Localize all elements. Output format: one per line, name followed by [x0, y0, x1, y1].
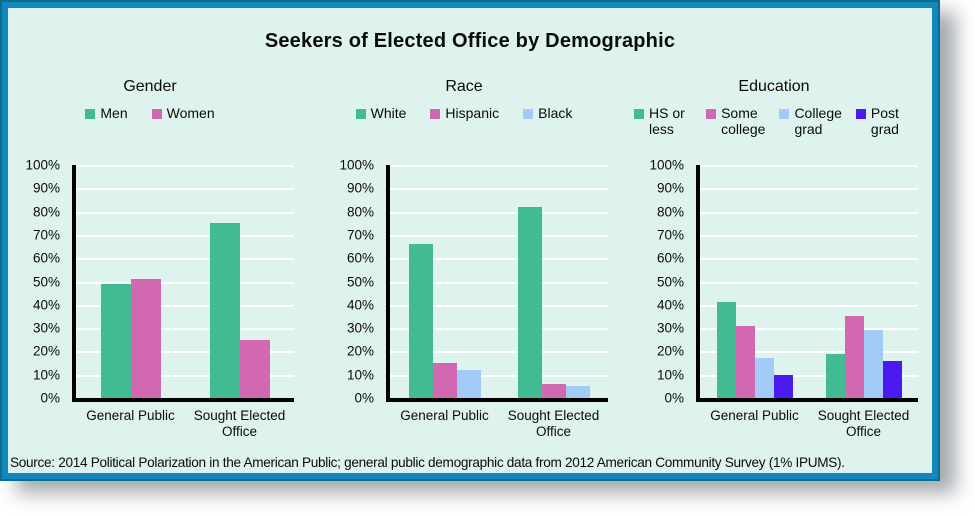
chart-subtitle: Gender — [123, 78, 177, 95]
y-tick-label: 0% — [664, 390, 684, 406]
legend — [10, 106, 290, 122]
legend-swatch — [779, 109, 789, 119]
panel-background — [8, 8, 932, 473]
bar — [566, 386, 590, 398]
y-tick-label: 20% — [656, 343, 684, 359]
y-tick-label: 70% — [32, 227, 60, 243]
plot-area — [386, 165, 608, 402]
bars-layer — [700, 165, 918, 398]
chart-gender — [10, 70, 290, 455]
y-tick-label: 100% — [25, 157, 60, 173]
legend-label: Women — [166, 105, 215, 121]
y-tick-label: 90% — [656, 180, 684, 196]
category-labels — [700, 408, 918, 440]
y-axis — [634, 157, 696, 406]
y-tick-label: 40% — [346, 297, 374, 313]
legend-item — [856, 106, 914, 137]
bar — [131, 279, 161, 398]
y-tick-label: 0% — [40, 390, 60, 406]
legend-item — [85, 106, 127, 122]
bar — [845, 316, 864, 398]
plot-area-row — [634, 157, 918, 406]
legend-swatch — [523, 109, 533, 119]
bar — [542, 384, 566, 398]
legend-label: Some college — [721, 105, 766, 137]
category-label: Sought Elected Office — [817, 408, 910, 439]
bar — [240, 340, 270, 398]
legend-item — [430, 106, 499, 122]
legend-label: College grad — [794, 105, 842, 137]
y-tick-label: 30% — [656, 320, 684, 336]
y-axis — [324, 157, 386, 406]
legend-swatch — [85, 109, 95, 119]
legend-swatch — [706, 109, 716, 119]
bar — [101, 284, 131, 398]
plot-area — [696, 165, 918, 402]
bar-group — [826, 316, 902, 398]
bars-layer — [390, 165, 608, 398]
legend-label: HS or less — [649, 105, 685, 137]
legend-item — [634, 106, 692, 137]
legend-item — [706, 106, 765, 137]
y-tick-label: 30% — [32, 320, 60, 336]
legend-swatch — [152, 109, 162, 119]
bar-group — [717, 302, 793, 398]
legend-item — [152, 106, 215, 122]
y-tick-label: 80% — [346, 204, 374, 220]
legend-item — [356, 106, 407, 122]
y-tick-label: 10% — [346, 367, 374, 383]
bars-layer — [76, 165, 294, 398]
y-tick-label: 10% — [32, 367, 60, 383]
bar — [774, 375, 793, 398]
bar-group — [101, 279, 161, 398]
bar — [457, 370, 481, 398]
bar-group — [210, 223, 270, 398]
y-tick-label: 50% — [346, 274, 374, 289]
y-tick-label: 90% — [346, 180, 374, 196]
category-label: Sought Elected Office — [193, 408, 286, 439]
y-tick-label: 20% — [32, 343, 60, 359]
bar — [433, 363, 457, 398]
y-tick-label: 90% — [32, 180, 60, 196]
y-tick-label: 70% — [656, 227, 684, 243]
figure-title: Seekers of Elected Office by Demographic — [264, 30, 676, 52]
category-label: General Public — [710, 408, 799, 423]
legend — [634, 106, 914, 137]
y-axis — [10, 157, 72, 406]
bar — [210, 223, 240, 398]
category-label: General Public — [400, 408, 489, 423]
bar — [864, 330, 883, 398]
y-tick-label: 80% — [656, 204, 684, 220]
category-labels — [390, 408, 608, 440]
y-tick-label: 30% — [346, 320, 374, 336]
category-label: General Public — [86, 408, 175, 423]
legend-swatch — [356, 109, 366, 119]
category-labels — [76, 408, 294, 440]
category-label: Sought Elected Office — [507, 408, 600, 439]
bar — [826, 354, 845, 398]
chart-subtitle: Education — [738, 78, 810, 95]
plot-area-row — [324, 157, 608, 406]
y-tick-label: 40% — [656, 297, 684, 313]
legend-label: Men — [100, 105, 128, 121]
panel-inner-border — [2, 2, 938, 479]
plot-area — [72, 165, 294, 402]
y-tick-label: 70% — [346, 227, 374, 243]
legend — [324, 106, 604, 122]
legend-label: Hispanic — [445, 105, 500, 121]
bar — [717, 302, 736, 398]
bar — [883, 361, 902, 398]
bar — [736, 326, 755, 398]
bar — [755, 358, 774, 398]
chart-race — [324, 70, 604, 455]
y-tick-label: 60% — [32, 250, 60, 266]
y-tick-label: 60% — [346, 250, 374, 266]
legend-swatch — [856, 109, 866, 119]
legend-item — [779, 106, 841, 137]
y-tick-label: 50% — [32, 274, 60, 289]
bar-group — [518, 207, 590, 398]
y-tick-label: 40% — [32, 297, 60, 313]
legend-label: White — [370, 105, 407, 121]
legend-swatch — [430, 109, 440, 119]
legend-swatch — [634, 109, 644, 119]
chart-education — [634, 70, 914, 455]
y-tick-label: 60% — [656, 250, 684, 266]
bar-group — [409, 244, 481, 398]
source-note: Source: 2014 Political Polarization in the American Public; general public demographic data from 2012 American Community Survey (1% IPUMS). — [10, 455, 845, 470]
y-tick-label: 50% — [656, 274, 684, 289]
plot-area-row — [10, 157, 294, 406]
y-tick-label: 10% — [656, 367, 684, 383]
bar — [518, 207, 542, 398]
y-tick-label: 100% — [649, 157, 684, 173]
y-tick-label: 20% — [346, 343, 374, 359]
y-tick-label: 0% — [354, 390, 374, 406]
legend-label: Black — [538, 105, 573, 121]
bar — [409, 244, 433, 398]
y-tick-label: 80% — [32, 204, 60, 220]
legend-label: Post grad — [870, 105, 899, 137]
y-tick-label: 100% — [339, 157, 374, 173]
legend-item — [523, 106, 572, 122]
chart-subtitle: Race — [445, 78, 483, 95]
